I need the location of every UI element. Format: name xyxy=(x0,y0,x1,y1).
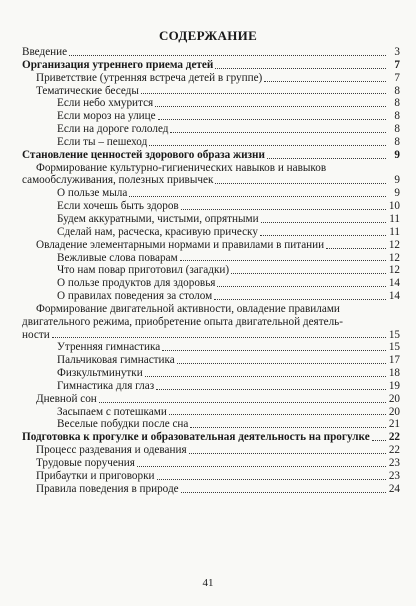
toc-page-number: 9 xyxy=(394,187,400,200)
toc-page-number: 8 xyxy=(394,123,400,136)
dot-leader xyxy=(181,209,386,210)
dot-leader xyxy=(155,106,386,107)
toc-entry-text: ности xyxy=(22,328,50,341)
dot-leader xyxy=(141,93,386,94)
toc-entry-text: Вежливые слова поварам xyxy=(57,251,178,264)
toc-entry-text: Подготовка к прогулке и образовательная деятельность на прогулке xyxy=(22,431,370,444)
toc-entry xyxy=(22,252,400,265)
toc-entry xyxy=(22,110,400,123)
toc-entry-text: Трудовые поручения xyxy=(36,457,135,469)
toc-entry-text: Введение xyxy=(22,46,68,58)
toc-page-number: 12 xyxy=(388,264,400,277)
toc-entry-text: Утренняя гимнастика xyxy=(57,341,161,354)
toc-entry xyxy=(22,483,400,496)
dot-leader xyxy=(215,183,386,184)
dot-leader xyxy=(372,440,386,441)
toc-entry xyxy=(22,239,400,252)
toc-entry xyxy=(22,85,400,98)
toc-entry xyxy=(22,393,400,406)
dot-leader xyxy=(267,158,386,159)
toc-page-number: 9 xyxy=(394,148,400,161)
toc-page-number: 11 xyxy=(389,225,400,238)
toc-page-number: 14 xyxy=(388,277,400,290)
toc-entry xyxy=(22,149,400,162)
toc-page-number: 21 xyxy=(388,418,400,431)
toc-entry xyxy=(22,418,400,431)
toc-entry-text: Овладение элементарными нормами и правилами в питании xyxy=(36,238,325,251)
toc-entry xyxy=(22,406,400,419)
toc-page-number: 20 xyxy=(388,405,400,418)
dot-leader xyxy=(158,119,386,120)
toc-entry xyxy=(22,136,400,149)
toc-entry-text: самообслуживания, полезных привычек xyxy=(22,174,214,187)
toc-entry-text: Если на дороге гололед xyxy=(57,123,169,136)
dot-leader xyxy=(214,299,386,300)
toc-entry xyxy=(22,264,400,277)
toc-page-number: 20 xyxy=(388,392,400,405)
dot-leader xyxy=(264,81,386,82)
toc-page-number: 10 xyxy=(388,200,400,213)
toc-entry xyxy=(22,123,400,136)
toc-entry xyxy=(22,187,400,200)
toc-page-number: 7 xyxy=(394,71,400,84)
toc-entry xyxy=(22,213,400,226)
toc-entry xyxy=(22,444,400,457)
dot-leader xyxy=(157,479,386,480)
toc-entry xyxy=(22,367,400,380)
toc-entry-text: Организация утреннего приема детей xyxy=(22,58,214,71)
dot-leader xyxy=(149,145,386,146)
dot-leader xyxy=(181,492,386,493)
toc-entry xyxy=(22,303,400,342)
toc-page-number: 12 xyxy=(388,238,400,251)
toc-entry xyxy=(22,431,400,444)
toc-entry xyxy=(22,72,400,85)
dot-leader xyxy=(137,466,386,467)
toc-entry-text: Прибаутки и приговорки xyxy=(36,469,155,482)
toc-entry-text: Сделай нам, расческа, красивую прическу xyxy=(57,225,258,238)
toc-entry-text: Будем аккуратными, чистыми, опрятными xyxy=(57,212,259,225)
toc-entry-text: двигательного режима, приобретение опыта двигательной деятель- xyxy=(22,315,343,328)
dot-leader xyxy=(260,235,386,236)
toc-entry-text: Процесс раздевания и одевания xyxy=(36,444,187,457)
page-number: 41 xyxy=(202,577,214,589)
toc-entry xyxy=(22,46,400,59)
toc-entry-text: Если ты – пешеход xyxy=(57,135,148,148)
toc-entry-text: Гимнастика для глаз xyxy=(57,379,155,392)
toc-entry xyxy=(22,380,400,393)
toc-entry-text: Веселые побудки после сна xyxy=(57,418,189,431)
toc-page-number: 23 xyxy=(388,457,400,469)
toc-entry-text: О правилах поведения за столом xyxy=(57,290,213,303)
toc-page-number: 19 xyxy=(388,379,400,392)
dot-leader xyxy=(69,55,386,56)
dot-leader xyxy=(99,402,386,403)
dot-leader xyxy=(217,286,386,287)
toc-entry-text: Что нам повар приготовил (загадки) xyxy=(57,264,230,277)
toc-entry-text: Засыпаем с потешками xyxy=(57,405,167,418)
toc-entry-text: Формирование двигательной активности, овладение правилами xyxy=(36,302,340,315)
page-title: СОДЕРЖАНИЕ xyxy=(158,28,258,43)
toc-page-number: 8 xyxy=(394,110,400,123)
toc-entry xyxy=(22,341,400,354)
table-of-contents xyxy=(22,46,400,496)
toc-page-number: 15 xyxy=(388,328,400,341)
toc-entry xyxy=(22,97,400,110)
toc-page-number: 12 xyxy=(388,251,400,264)
dot-leader xyxy=(190,427,386,428)
toc-page-number: 11 xyxy=(389,212,400,225)
toc-entry xyxy=(22,162,400,188)
toc-entry-text: Физкультминутки xyxy=(57,367,143,380)
toc-page-number: 22 xyxy=(388,431,400,444)
toc-entry-text: Если мороз на улице xyxy=(57,110,156,123)
toc-page-number: 23 xyxy=(388,469,400,482)
toc-page-number: 24 xyxy=(388,482,400,495)
dot-leader xyxy=(231,273,386,274)
toc-page-number: 9 xyxy=(394,174,400,187)
toc-entry xyxy=(22,200,400,213)
toc-entry xyxy=(22,354,400,367)
toc-entry xyxy=(22,277,400,290)
dot-leader xyxy=(215,68,386,69)
dot-leader xyxy=(261,222,386,223)
toc-page-number: 3 xyxy=(394,46,400,58)
dot-leader xyxy=(162,350,386,351)
toc-entry-text: Формирование культурно-гигиенических навыков и навыков xyxy=(36,161,327,174)
toc-entry-text: Становление ценностей здорового образа жизни xyxy=(22,148,265,161)
toc-entry-text: Тематические беседы xyxy=(36,84,139,97)
toc-entry-text: Если хочешь быть здоров xyxy=(57,200,179,213)
toc-page-number: 8 xyxy=(394,97,400,110)
toc-entry xyxy=(22,457,400,470)
dot-leader xyxy=(177,363,386,364)
dot-leader xyxy=(52,337,386,338)
dot-leader xyxy=(129,196,386,197)
toc-page-number: 14 xyxy=(388,290,400,303)
toc-entry-text: О пользе продуктов для здоровья xyxy=(57,277,216,290)
dot-leader xyxy=(326,248,386,249)
toc-page-number: 22 xyxy=(388,444,400,457)
toc-entry xyxy=(22,470,400,483)
dot-leader xyxy=(189,453,386,454)
toc-page-number: 17 xyxy=(388,354,400,367)
toc-entry-row xyxy=(22,174,400,187)
toc-entry-text: Дневной сон xyxy=(36,392,97,405)
toc-page-number: 8 xyxy=(394,135,400,148)
toc-entry-text: Правила поведения в природе xyxy=(36,482,179,495)
dot-leader xyxy=(156,389,386,390)
toc-entry-text: Пальчиковая гимнастика xyxy=(57,354,175,367)
toc-entry-text: Если небо хмурится xyxy=(57,97,154,110)
dot-leader xyxy=(169,414,386,415)
toc-page-number: 7 xyxy=(394,58,400,71)
toc-page-number: 8 xyxy=(394,84,400,97)
toc-entry xyxy=(22,59,400,72)
toc-entry xyxy=(22,290,400,303)
toc-entry xyxy=(22,226,400,239)
dot-leader xyxy=(170,132,386,133)
toc-entry-text: Приветствие (утренняя встреча детей в группе) xyxy=(36,71,263,84)
toc-entry-text: О пользе мыла xyxy=(57,187,128,200)
dot-leader xyxy=(180,260,386,261)
dot-leader xyxy=(145,376,386,377)
toc-page-number: 15 xyxy=(388,341,400,354)
toc-page-number: 18 xyxy=(388,367,400,380)
toc-entry-row xyxy=(22,329,400,342)
